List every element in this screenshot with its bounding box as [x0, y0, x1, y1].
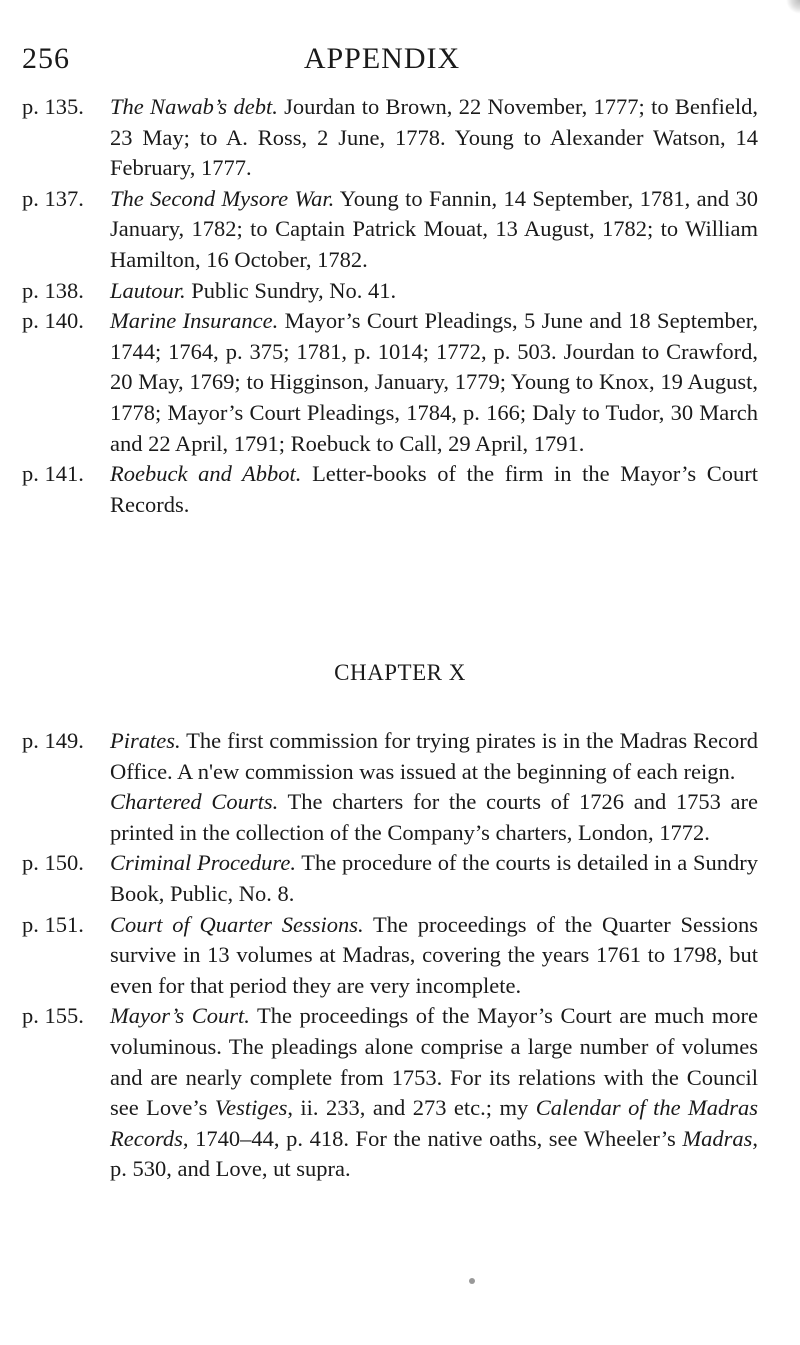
- note-text: The procedure of the courts is detailed in a Sundry Book, Public, No. 8.: [110, 850, 759, 906]
- italic-title: Vestiges: [214, 1095, 288, 1121]
- note-text: Jourdan to Brown, 22 November, 1777; to Benfield, 23 May; to A. Ross, 2 June, 1778. Young to Alexander Watson, 14 February, 1777.: [110, 94, 759, 181]
- note-text: Young to Fannin, 14 September, 1781, and 30 January, 1782; to Captain Patrick Mouat, 13 August, 1782; to William Hamilton, 16 October, 1782.: [110, 185, 758, 272]
- note-text: Letter-books of the firm in the Mayor’s Court Records.: [110, 461, 759, 517]
- note-entry: [22, 459, 758, 520]
- note-paragraph: [110, 726, 758, 787]
- note-text: , 1740–44, p. 418. For the native oaths, see Wheeler’s: [182, 1125, 683, 1151]
- italic-title: Roebuck and Abbot.: [110, 461, 302, 487]
- notes-section-chapter-ix: [22, 92, 758, 520]
- note-text: Public Sundry, No. 41.: [185, 277, 397, 303]
- note-text: , p. 530, and Love, ut supra.: [110, 1125, 758, 1182]
- page-reference: p. 140.: [22, 308, 84, 334]
- notes-section-chapter-x: [22, 726, 758, 1185]
- page-reference: p. 155.: [22, 1003, 84, 1029]
- italic-title: The Second Mysore War.: [110, 185, 335, 211]
- italic-title: Madras: [682, 1125, 753, 1151]
- note-paragraph: [110, 276, 758, 307]
- page-header: [22, 42, 742, 86]
- note-paragraph: [110, 787, 758, 848]
- italic-title: The Nawab’s debt.: [110, 94, 278, 119]
- note-entry: [22, 726, 758, 848]
- italic-title: Calendar of the Madras Records: [110, 1095, 759, 1151]
- page-reference: p. 141.: [22, 461, 84, 487]
- page-number: 256: [22, 42, 70, 75]
- page-reference: p. 149.: [22, 728, 84, 753]
- note-text: The proceedings of the Mayor’s Court are much more voluminous. The pleadings alone comprise a large number of volumes and are nearly complete from 1753. For its relations with the Council see Love’s: [110, 1003, 759, 1121]
- italic-title: Court of Quarter Sessions.: [110, 911, 364, 937]
- running-head: APPENDIX: [303, 42, 461, 75]
- page-reference: p. 151.: [22, 911, 84, 937]
- italic-title: Lautour.: [110, 277, 186, 303]
- chapter-heading: CHAPTER X: [334, 660, 466, 685]
- note-entry: [22, 184, 758, 276]
- italic-title: Pirates.: [110, 728, 181, 753]
- note-entry: [22, 1001, 758, 1185]
- page-reference: p. 135.: [22, 94, 84, 119]
- page-reference: p. 137.: [22, 185, 84, 211]
- note-paragraph: [110, 848, 758, 909]
- note-entry: [22, 306, 758, 459]
- note-paragraph: [110, 184, 758, 276]
- italic-title: Chartered Courts.: [110, 789, 279, 815]
- note-text: The proceedings of the Quarter Sessions survive in 13 volumes at Madras, covering the years 1761 to 1798, but even for that period they are very incomplete.: [110, 911, 758, 998]
- note-entry: [22, 92, 758, 184]
- note-text: The first commission for trying pirates is in the Madras Record Office. A n'ew commission was issued at the beginning of each reign.: [110, 728, 758, 784]
- italic-title: Mayor’s Court.: [110, 1003, 250, 1029]
- note-entry: [22, 848, 758, 909]
- note-paragraph: [110, 306, 758, 459]
- italic-title: Criminal Procedure.: [110, 850, 296, 876]
- ink-speck: [469, 1278, 475, 1284]
- page-reference: p. 150.: [22, 850, 84, 876]
- note-paragraph: [110, 92, 758, 184]
- note-paragraph: [110, 459, 758, 520]
- page-corner-mark: [786, 0, 800, 14]
- note-paragraph: [110, 1001, 758, 1185]
- note-text: Mayor’s Court Pleadings, 5 June and 18 September, 1744; 1764, p. 375; 1781, p. 1014; 1772, p. 503. Jourdan to Crawford, 20 May, 1769; to Higginson, January, 1779; Young to Knox, 19 August, 1778; Mayor’s Court Pleadings, 1784, p. 166; Daly to Tudor, 30 March and 22 April, 1791; Roebuck to Call, 29 April, 1791.: [110, 308, 758, 456]
- note-entry: [22, 910, 758, 1002]
- note-entry: [22, 276, 758, 307]
- page-reference: p. 138.: [22, 277, 84, 303]
- note-paragraph: [110, 910, 758, 1002]
- italic-title: Marine Insurance.: [110, 308, 279, 334]
- note-text: The charters for the courts of 1726 and 1753 are printed in the collection of the Company’s charters, London, 1772.: [110, 789, 758, 845]
- note-text: , ii. 233, and 273 etc.; my: [287, 1095, 536, 1121]
